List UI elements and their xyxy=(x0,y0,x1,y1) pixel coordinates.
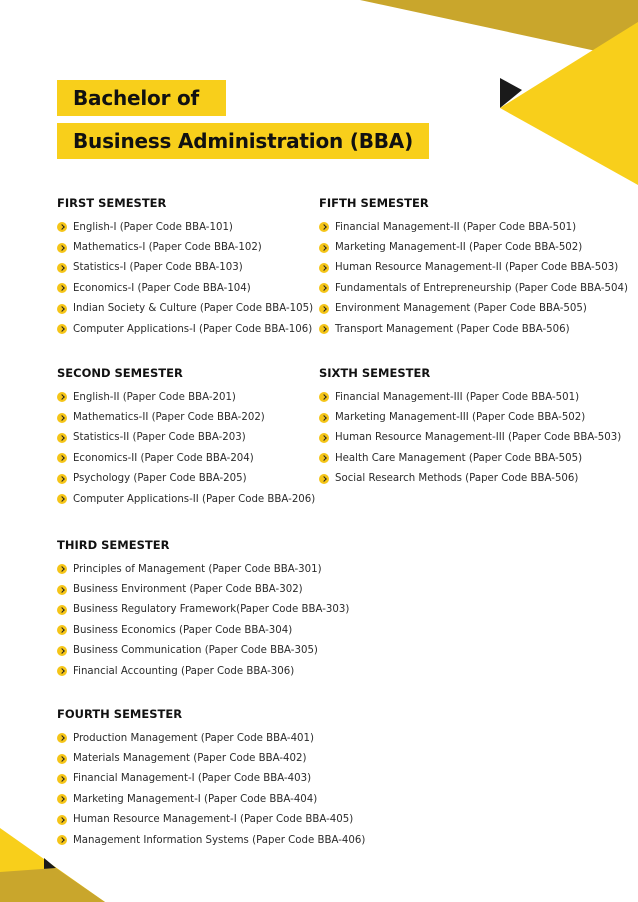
semester-heading: FIRST SEMESTER xyxy=(57,196,167,210)
chevron-bullet-icon xyxy=(57,794,67,804)
course-item xyxy=(57,579,349,599)
chevron-bullet-icon xyxy=(57,605,67,615)
chevron-bullet-icon xyxy=(319,413,329,423)
semester-fourth xyxy=(57,707,365,850)
course-label: English-I (Paper Code BBA-101) xyxy=(73,221,233,233)
course-item xyxy=(57,319,313,339)
semester-third xyxy=(57,538,349,681)
chevron-bullet-icon xyxy=(57,564,67,574)
chevron-bullet-icon xyxy=(57,304,67,314)
course-label: Computer Applications-I (Paper Code BBA-106) xyxy=(73,323,313,335)
course-item xyxy=(319,448,621,468)
course-list xyxy=(57,387,315,509)
chevron-bullet-icon xyxy=(57,453,67,463)
course-item xyxy=(57,830,365,850)
course-item xyxy=(319,469,621,489)
course-item xyxy=(319,299,628,319)
course-item xyxy=(319,428,621,448)
chevron-bullet-icon xyxy=(57,666,67,676)
chevron-bullet-icon xyxy=(57,774,67,784)
course-label: Mathematics-I (Paper Code BBA-102) xyxy=(73,242,262,254)
course-item xyxy=(57,728,365,748)
chevron-bullet-icon xyxy=(57,324,67,334)
chevron-bullet-icon xyxy=(57,754,67,764)
semester-sixth xyxy=(319,366,621,489)
chevron-bullet-icon xyxy=(319,283,329,293)
course-item xyxy=(57,559,349,579)
course-label: Indian Society & Culture (Paper Code BBA-105) xyxy=(73,303,314,315)
course-item xyxy=(57,620,349,640)
top-right-yellow-triangle xyxy=(500,22,638,185)
course-item xyxy=(319,237,628,257)
chevron-bullet-icon xyxy=(57,646,67,656)
course-label: Psychology (Paper Code BBA-205) xyxy=(73,473,247,485)
course-label: Human Resource Management-III (Paper Code BBA-503) xyxy=(335,432,622,444)
course-item xyxy=(57,258,313,278)
semester-second xyxy=(57,366,315,509)
course-item xyxy=(57,661,349,681)
course-item xyxy=(319,319,628,339)
course-label: Statistics-II (Paper Code BBA-203) xyxy=(73,432,246,444)
semester-heading: FOURTH SEMESTER xyxy=(57,707,183,721)
course-item xyxy=(57,278,313,298)
title-line-2: Business Administration (BBA) xyxy=(57,123,429,159)
course-label: Business Environment (Paper Code BBA-302) xyxy=(73,584,303,596)
chevron-bullet-icon xyxy=(57,733,67,743)
chevron-bullet-icon xyxy=(57,585,67,595)
course-label: Marketing Management-II (Paper Code BBA-502) xyxy=(335,242,583,254)
course-item xyxy=(57,428,315,448)
course-label: Transport Management (Paper Code BBA-506) xyxy=(335,323,570,335)
course-item xyxy=(57,407,315,427)
course-item xyxy=(319,407,621,427)
course-item xyxy=(57,641,349,661)
course-label: Production Management (Paper Code BBA-401) xyxy=(73,732,314,744)
course-label: Financial Management-III (Paper Code BBA-501) xyxy=(335,391,580,403)
course-label: Financial Management-I (Paper Code BBA-403) xyxy=(73,773,312,785)
course-label: Mathematics-II (Paper Code BBA-202) xyxy=(73,412,265,424)
course-label: Materials Management (Paper Code BBA-402) xyxy=(73,753,307,765)
course-item xyxy=(57,489,315,509)
page-title xyxy=(57,80,429,159)
chevron-bullet-icon xyxy=(57,835,67,845)
course-label: English-II (Paper Code BBA-201) xyxy=(73,391,236,403)
chevron-bullet-icon xyxy=(57,283,67,293)
course-label: Financial Accounting (Paper Code BBA-306) xyxy=(73,665,295,677)
course-label: Health Care Management (Paper Code BBA-505) xyxy=(335,452,583,464)
semester-first xyxy=(57,196,313,339)
chevron-bullet-icon xyxy=(57,815,67,825)
semester-heading: SECOND SEMESTER xyxy=(57,366,183,380)
course-label: Business Economics (Paper Code BBA-304) xyxy=(73,624,293,636)
chevron-bullet-icon xyxy=(57,474,67,484)
chevron-bullet-icon xyxy=(319,474,329,484)
semester-fifth xyxy=(319,196,628,339)
chevron-bullet-icon xyxy=(319,222,329,232)
course-label: Environment Management (Paper Code BBA-505) xyxy=(335,303,587,315)
chevron-bullet-icon xyxy=(319,453,329,463)
course-list xyxy=(57,728,365,850)
chevron-bullet-icon xyxy=(57,433,67,443)
course-label: Management Information Systems (Paper Code BBA-406) xyxy=(73,834,366,846)
chevron-bullet-icon xyxy=(57,625,67,635)
chevron-bullet-icon xyxy=(57,263,67,273)
course-label: Economics-II (Paper Code BBA-204) xyxy=(73,452,254,464)
course-list xyxy=(57,559,349,681)
course-item xyxy=(57,387,315,407)
course-label: Marketing Management-I (Paper Code BBA-404) xyxy=(73,793,318,805)
course-item xyxy=(319,387,621,407)
bottom-left-gold-triangle xyxy=(0,868,105,902)
course-label: Marketing Management-III (Paper Code BBA-502) xyxy=(335,412,586,424)
course-list xyxy=(319,387,621,489)
course-label: Computer Applications-II (Paper Code BBA-206) xyxy=(73,493,316,505)
title-line-1: Bachelor of xyxy=(57,80,226,116)
course-label: Human Resource Management-I (Paper Code BBA-405) xyxy=(73,814,354,826)
semester-heading: THIRD SEMESTER xyxy=(57,538,170,552)
chevron-bullet-icon xyxy=(319,304,329,314)
course-item xyxy=(57,448,315,468)
course-label: Business Communication (Paper Code BBA-305) xyxy=(73,645,318,657)
chevron-bullet-icon xyxy=(57,222,67,232)
course-list xyxy=(57,217,313,339)
course-item xyxy=(319,217,628,237)
semester-heading: FIFTH SEMESTER xyxy=(319,196,429,210)
chevron-bullet-icon xyxy=(319,392,329,402)
course-label: Fundamentals of Entrepreneurship (Paper Code BBA-504) xyxy=(335,282,628,294)
course-item xyxy=(57,769,365,789)
course-item xyxy=(57,600,349,620)
course-item xyxy=(57,469,315,489)
chevron-bullet-icon xyxy=(319,263,329,273)
course-item xyxy=(57,299,313,319)
course-item xyxy=(57,237,313,257)
chevron-bullet-icon xyxy=(57,413,67,423)
course-label: Financial Management-II (Paper Code BBA-501) xyxy=(335,221,577,233)
course-item xyxy=(319,258,628,278)
course-label: Human Resource Management-II (Paper Code BBA-503) xyxy=(335,262,619,274)
course-item xyxy=(319,278,628,298)
course-list xyxy=(319,217,628,339)
chevron-bullet-icon xyxy=(319,324,329,334)
course-item xyxy=(57,748,365,768)
chevron-bullet-icon xyxy=(57,494,67,504)
course-item xyxy=(57,810,365,830)
course-label: Principles of Management (Paper Code BBA-301) xyxy=(73,563,322,575)
course-item xyxy=(57,217,313,237)
course-item xyxy=(57,789,365,809)
semester-heading: SIXTH SEMESTER xyxy=(319,366,431,380)
chevron-bullet-icon xyxy=(57,392,67,402)
course-label: Statistics-I (Paper Code BBA-103) xyxy=(73,262,243,274)
course-label: Economics-I (Paper Code BBA-104) xyxy=(73,282,251,294)
course-label: Social Research Methods (Paper Code BBA-506) xyxy=(335,473,579,485)
chevron-bullet-icon xyxy=(319,433,329,443)
course-label: Business Regulatory Framework(Paper Code BBA-303) xyxy=(73,604,350,616)
chevron-bullet-icon xyxy=(319,243,329,253)
chevron-bullet-icon xyxy=(57,243,67,253)
